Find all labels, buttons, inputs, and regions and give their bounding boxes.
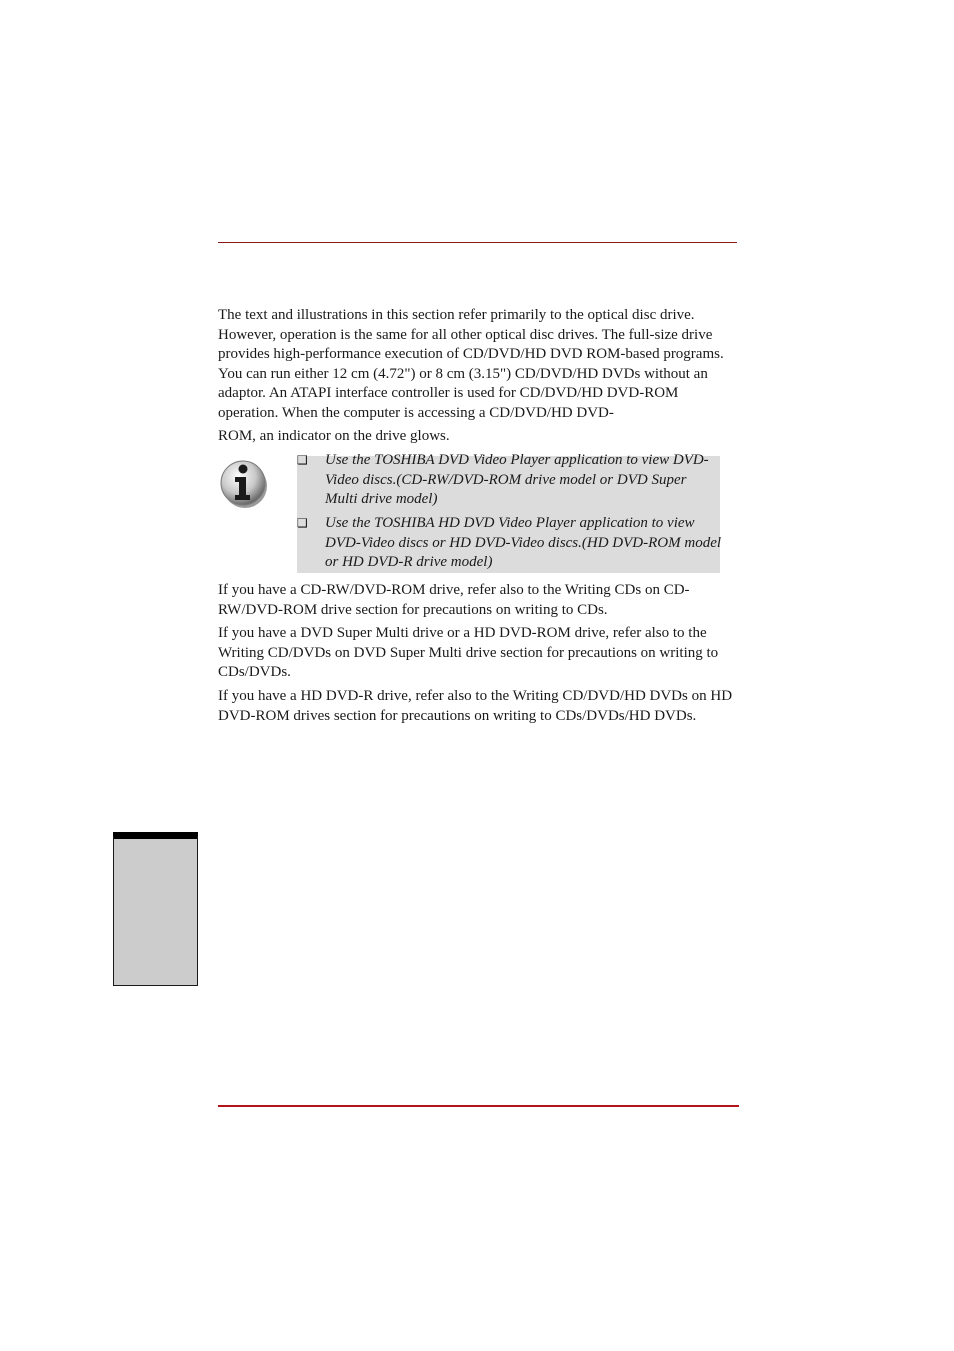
note-item-text: Use the TOSHIBA HD DVD Video Player application to view DVD-Video discs or HD DVD-Video discs.(HD DVD-ROM model or HD DVD-R drive model) <box>325 515 722 570</box>
intro-text: The text and illustrations in this section refer primarily to the optical disc drive. However, operation is the same for all other optical disc drives. The full-size drive provides high-performance execution of CD/DVD/HD DVD ROM-based programs. You can run either 12 cm (4.72") or 8 cm (3.15") CD/DVD/HD DVDs without an adaptor. An ATAPI interface controller is used for CD/DVD/HD DVD-ROM operation. When the computer is accessing a CD/DVD/HD DVD- <box>218 307 724 421</box>
note-item <box>297 451 722 510</box>
paragraph-cd-rw: If you have a CD-RW/DVD-ROM drive, refer also to the Writing CDs on CD-RW/DVD-ROM drive section for precautions on writing to CDs. <box>218 582 690 618</box>
header-rule <box>218 242 737 243</box>
footer-rule <box>218 1105 739 1107</box>
paragraph-hd-dvd-r: If you have a HD DVD-R drive, refer also to the Writing CD/DVD/HD DVDs on HD DVD-ROM drives section for precautions on writing to CDs/DVDs/HD DVDs. <box>218 688 733 724</box>
info-icon <box>218 455 270 511</box>
paragraph-super-multi: If you have a DVD Super Multi drive or a HD DVD-ROM drive, refer also to the Writing CD/DVDs on DVD Super Multi drive section for precautions on writing to CDs/DVDs. <box>218 625 719 680</box>
intro-paragraph <box>218 306 738 447</box>
checkbox-bullet-icon: ❑ <box>297 516 308 530</box>
checkbox-bullet-icon: ❑ <box>297 453 308 467</box>
chapter-side-tab <box>113 832 198 986</box>
note-item <box>297 514 722 573</box>
intro-last-line: ROM, an indicator on the drive glows. <box>218 428 450 444</box>
note-item-text: Use the TOSHIBA DVD Video Player application to view DVD-Video discs.(CD-RW/DVD-ROM drive model or DVD Super Multi drive model) <box>325 452 709 507</box>
